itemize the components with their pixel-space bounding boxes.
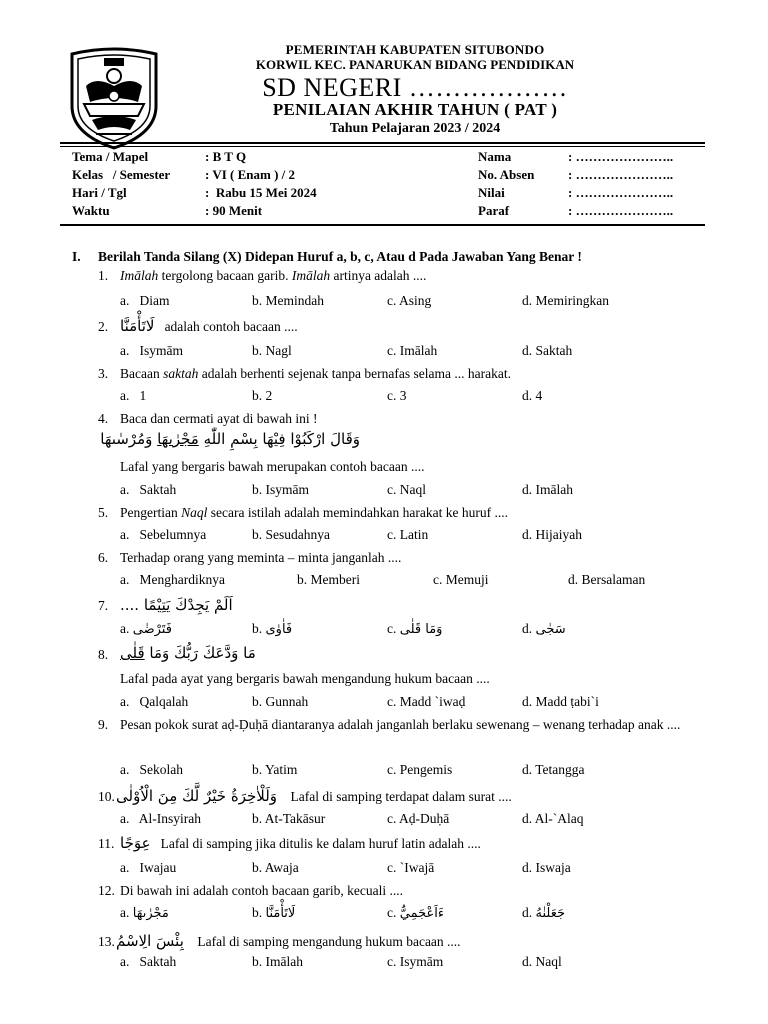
section-title: Berilah Tanda Silang (X) Didepan Huruf a, b, c, Atau d Pada Jawaban Yang Benar ! xyxy=(98,249,582,264)
option-3b[interactable]: b. 2 xyxy=(252,388,273,403)
option-7b[interactable]: b. فَاٰوٰى xyxy=(252,621,293,637)
question-9: 9. Pesan pokok surat aḍ-Ḍuḥā diantaranya adalah janganlah berlaku sewenang – wenang terhadap anak .... xyxy=(98,717,681,732)
option-8d[interactable]: d. Madd ṭabi`i xyxy=(522,694,599,709)
info-label-mapel: Tema / Mapel xyxy=(72,149,149,164)
info-divider xyxy=(60,224,705,226)
district-header: KORWIL KEC. PANARUKAN BIDANG PENDIDIKAN xyxy=(255,57,575,72)
info-field-nama[interactable]: : ………………….. xyxy=(568,149,674,164)
option-6d[interactable]: d. Bersalaman xyxy=(568,572,646,587)
question-8-verse: مَا وَدَّعَكَ رَبُّكَ وَمَا قَلٰى xyxy=(120,644,256,662)
option-4b[interactable]: b. Isymām xyxy=(252,482,309,497)
option-7a[interactable]: a. فَتَرْضٰى xyxy=(120,621,172,637)
option-9a[interactable]: a. Sekolah xyxy=(120,762,183,777)
government-header: PEMERINTAH KABUPATEN SITUBONDO xyxy=(285,42,545,57)
option-3c[interactable]: c. 3 xyxy=(387,388,407,403)
option-13a[interactable]: a. Saktah xyxy=(120,954,177,969)
option-11a[interactable]: a. Iwajau xyxy=(120,860,177,875)
option-5b[interactable]: b. Sesudahnya xyxy=(252,527,330,542)
question-4-verse: وَقَالَ ارْكَبُوْا فِيْهَا بِسْمِ اللّٰهِ مَجْرٰىهَا وَمُرْسٰىهَا xyxy=(100,430,360,448)
regency-emblem-logo xyxy=(66,46,162,150)
question-12: 12. Di bawah ini adalah contoh bacaan garib, kecuali .... xyxy=(98,883,404,898)
option-6c[interactable]: c. Memuji xyxy=(433,572,489,587)
option-10b[interactable]: b. At-Takāsur xyxy=(252,811,326,826)
section-instruction xyxy=(72,249,582,265)
option-12a[interactable]: a. مَجْرٰىهَا xyxy=(120,905,169,921)
underlined-word: مَجْرٰىهَا xyxy=(157,430,199,448)
option-10c[interactable]: c. Aḍ-Duḥā xyxy=(387,811,450,826)
option-12c[interactable]: c. ءَاَعْجَمِيٌّ xyxy=(387,905,444,921)
option-13b[interactable]: b. Imālah xyxy=(252,954,303,969)
option-13c[interactable]: c. Isymām xyxy=(387,954,444,969)
option-9c[interactable]: c. Pengemis xyxy=(387,762,453,777)
option-12b[interactable]: b. لَاتَأْمَنَّا xyxy=(252,905,296,921)
info-value-mapel: : B T Q xyxy=(205,149,247,164)
option-5d[interactable]: d. Hijaiyah xyxy=(522,527,582,542)
question-7: 7. اَلَمْ يَجِدْكَ يَتِيْمًا .... xyxy=(98,596,233,614)
option-10a[interactable]: a. Al-Insyirah xyxy=(120,811,201,826)
info-value-kelas: : VI ( Enam ) / 2 xyxy=(205,167,296,182)
question-2: 2. لَاتَأْمَنَّا adalah contoh bacaan .... xyxy=(98,317,298,335)
option-1a[interactable]: a. Diam xyxy=(120,293,170,308)
info-label-waktu: Waktu xyxy=(72,203,110,218)
option-11d[interactable]: d. Iswaja xyxy=(522,860,571,875)
option-2a[interactable]: a. Isymām xyxy=(120,343,183,358)
question-13: 13.بِئْسَ الِاسْمُ Lafal di samping mengandung hukum bacaan .... xyxy=(98,932,461,950)
school-name: SD NEGERI ……………… xyxy=(262,73,568,102)
option-4c[interactable]: c. Naql xyxy=(387,482,426,497)
info-value-waktu: : 90 Menit xyxy=(205,203,263,218)
question-5: 5. Pengertian Naql secara istilah adalah memindahkan harakat ke huruf .... xyxy=(98,505,509,520)
info-label-kelas: Kelas / Semester xyxy=(72,167,171,182)
option-1b[interactable]: b. Memindah xyxy=(252,293,324,308)
question-11: 11. عِوَجًا Lafal di samping jika ditulis ke dalam huruf latin adalah .... xyxy=(98,834,481,852)
academic-year: Tahun Pelajaran 2023 / 2024 xyxy=(329,121,501,136)
option-7c[interactable]: c. وَمَا قَلٰى xyxy=(387,621,443,637)
option-1c[interactable]: c. Asing xyxy=(387,293,432,308)
info-label-absen: No. Absen xyxy=(478,167,535,182)
option-11b[interactable]: b. Awaja xyxy=(252,860,299,875)
option-1d[interactable]: d. Memiringkan xyxy=(522,293,609,308)
info-value-tgl: : Rabu 15 Mei 2024 xyxy=(205,185,317,200)
option-4d[interactable]: d. Imālah xyxy=(522,482,573,497)
option-2d[interactable]: d. Saktah xyxy=(522,343,573,358)
info-label-nama: Nama xyxy=(478,149,512,164)
info-field-paraf[interactable]: : ………………….. xyxy=(568,203,674,218)
option-4a[interactable]: a. Saktah xyxy=(120,482,177,497)
info-label-nilai: Nilai xyxy=(478,185,505,200)
question-4: 4. Baca dan cermati ayat di bawah ini ! xyxy=(98,411,318,426)
info-field-nilai[interactable]: : ………………….. xyxy=(568,185,674,200)
question-1: 1. Imālah tergolong bacaan garib. Imālah artinya adalah .... xyxy=(98,268,427,283)
option-6a[interactable]: a. Menghardiknya xyxy=(120,572,225,587)
question-10: 10.وَلَلْاٰخِرَةُ خَيْرٌ لَّكَ مِنَ الْاُوْلٰى Lafal di samping terdapat dalam surat .... xyxy=(98,787,512,805)
exam-title: PENILAIAN AKHIR TAHUN ( PAT ) xyxy=(272,100,558,119)
question-8-number: 8. xyxy=(98,647,109,662)
option-8c[interactable]: c. Madd `iwaḍ xyxy=(387,694,466,709)
info-label-tgl: Hari / Tgl xyxy=(72,185,127,200)
option-8b[interactable]: b. Gunnah xyxy=(252,694,309,709)
option-9d[interactable]: d. Tetangga xyxy=(522,762,585,777)
header-divider xyxy=(60,142,705,144)
info-field-absen[interactable]: : ………………….. xyxy=(568,167,674,182)
header-divider-thin xyxy=(60,146,705,147)
option-7d[interactable]: d. سَجٰى xyxy=(522,621,566,637)
option-2b[interactable]: b. Nagl xyxy=(252,343,292,358)
option-13d[interactable]: d. Naql xyxy=(522,954,562,969)
option-10d[interactable]: d. Al-`Alaq xyxy=(522,811,584,826)
option-6b[interactable]: b. Memberi xyxy=(297,572,360,587)
question-4-prompt: Lafal yang bergaris bawah merupakan contoh bacaan .... xyxy=(120,459,425,474)
question-8-prompt: Lafal pada ayat yang bergaris bawah mengandung hukum bacaan .... xyxy=(120,671,490,686)
option-5c[interactable]: c. Latin xyxy=(387,527,429,542)
option-3d[interactable]: d. 4 xyxy=(522,388,543,403)
info-label-paraf: Paraf xyxy=(478,203,510,218)
question-3: 3. Bacaan saktah adalah berhenti sejenak tanpa bernafas selama ... harakat. xyxy=(98,366,511,381)
option-2c[interactable]: c. Imālah xyxy=(387,343,438,358)
section-number: I. xyxy=(72,249,81,264)
option-11c[interactable]: c. `Iwajā xyxy=(387,860,435,875)
option-9b[interactable]: b. Yatim xyxy=(252,762,298,777)
question-6: 6. Terhadap orang yang meminta – minta janganlah .... xyxy=(98,550,402,565)
option-12d[interactable]: d. جَعَلْنٰهُ xyxy=(522,905,566,921)
option-5a[interactable]: a. Sebelumnya xyxy=(120,527,207,542)
underlined-word: قَلٰى xyxy=(120,644,145,662)
option-8a[interactable]: a. Qalqalah xyxy=(120,694,189,709)
option-3a[interactable]: a. 1 xyxy=(120,388,147,403)
